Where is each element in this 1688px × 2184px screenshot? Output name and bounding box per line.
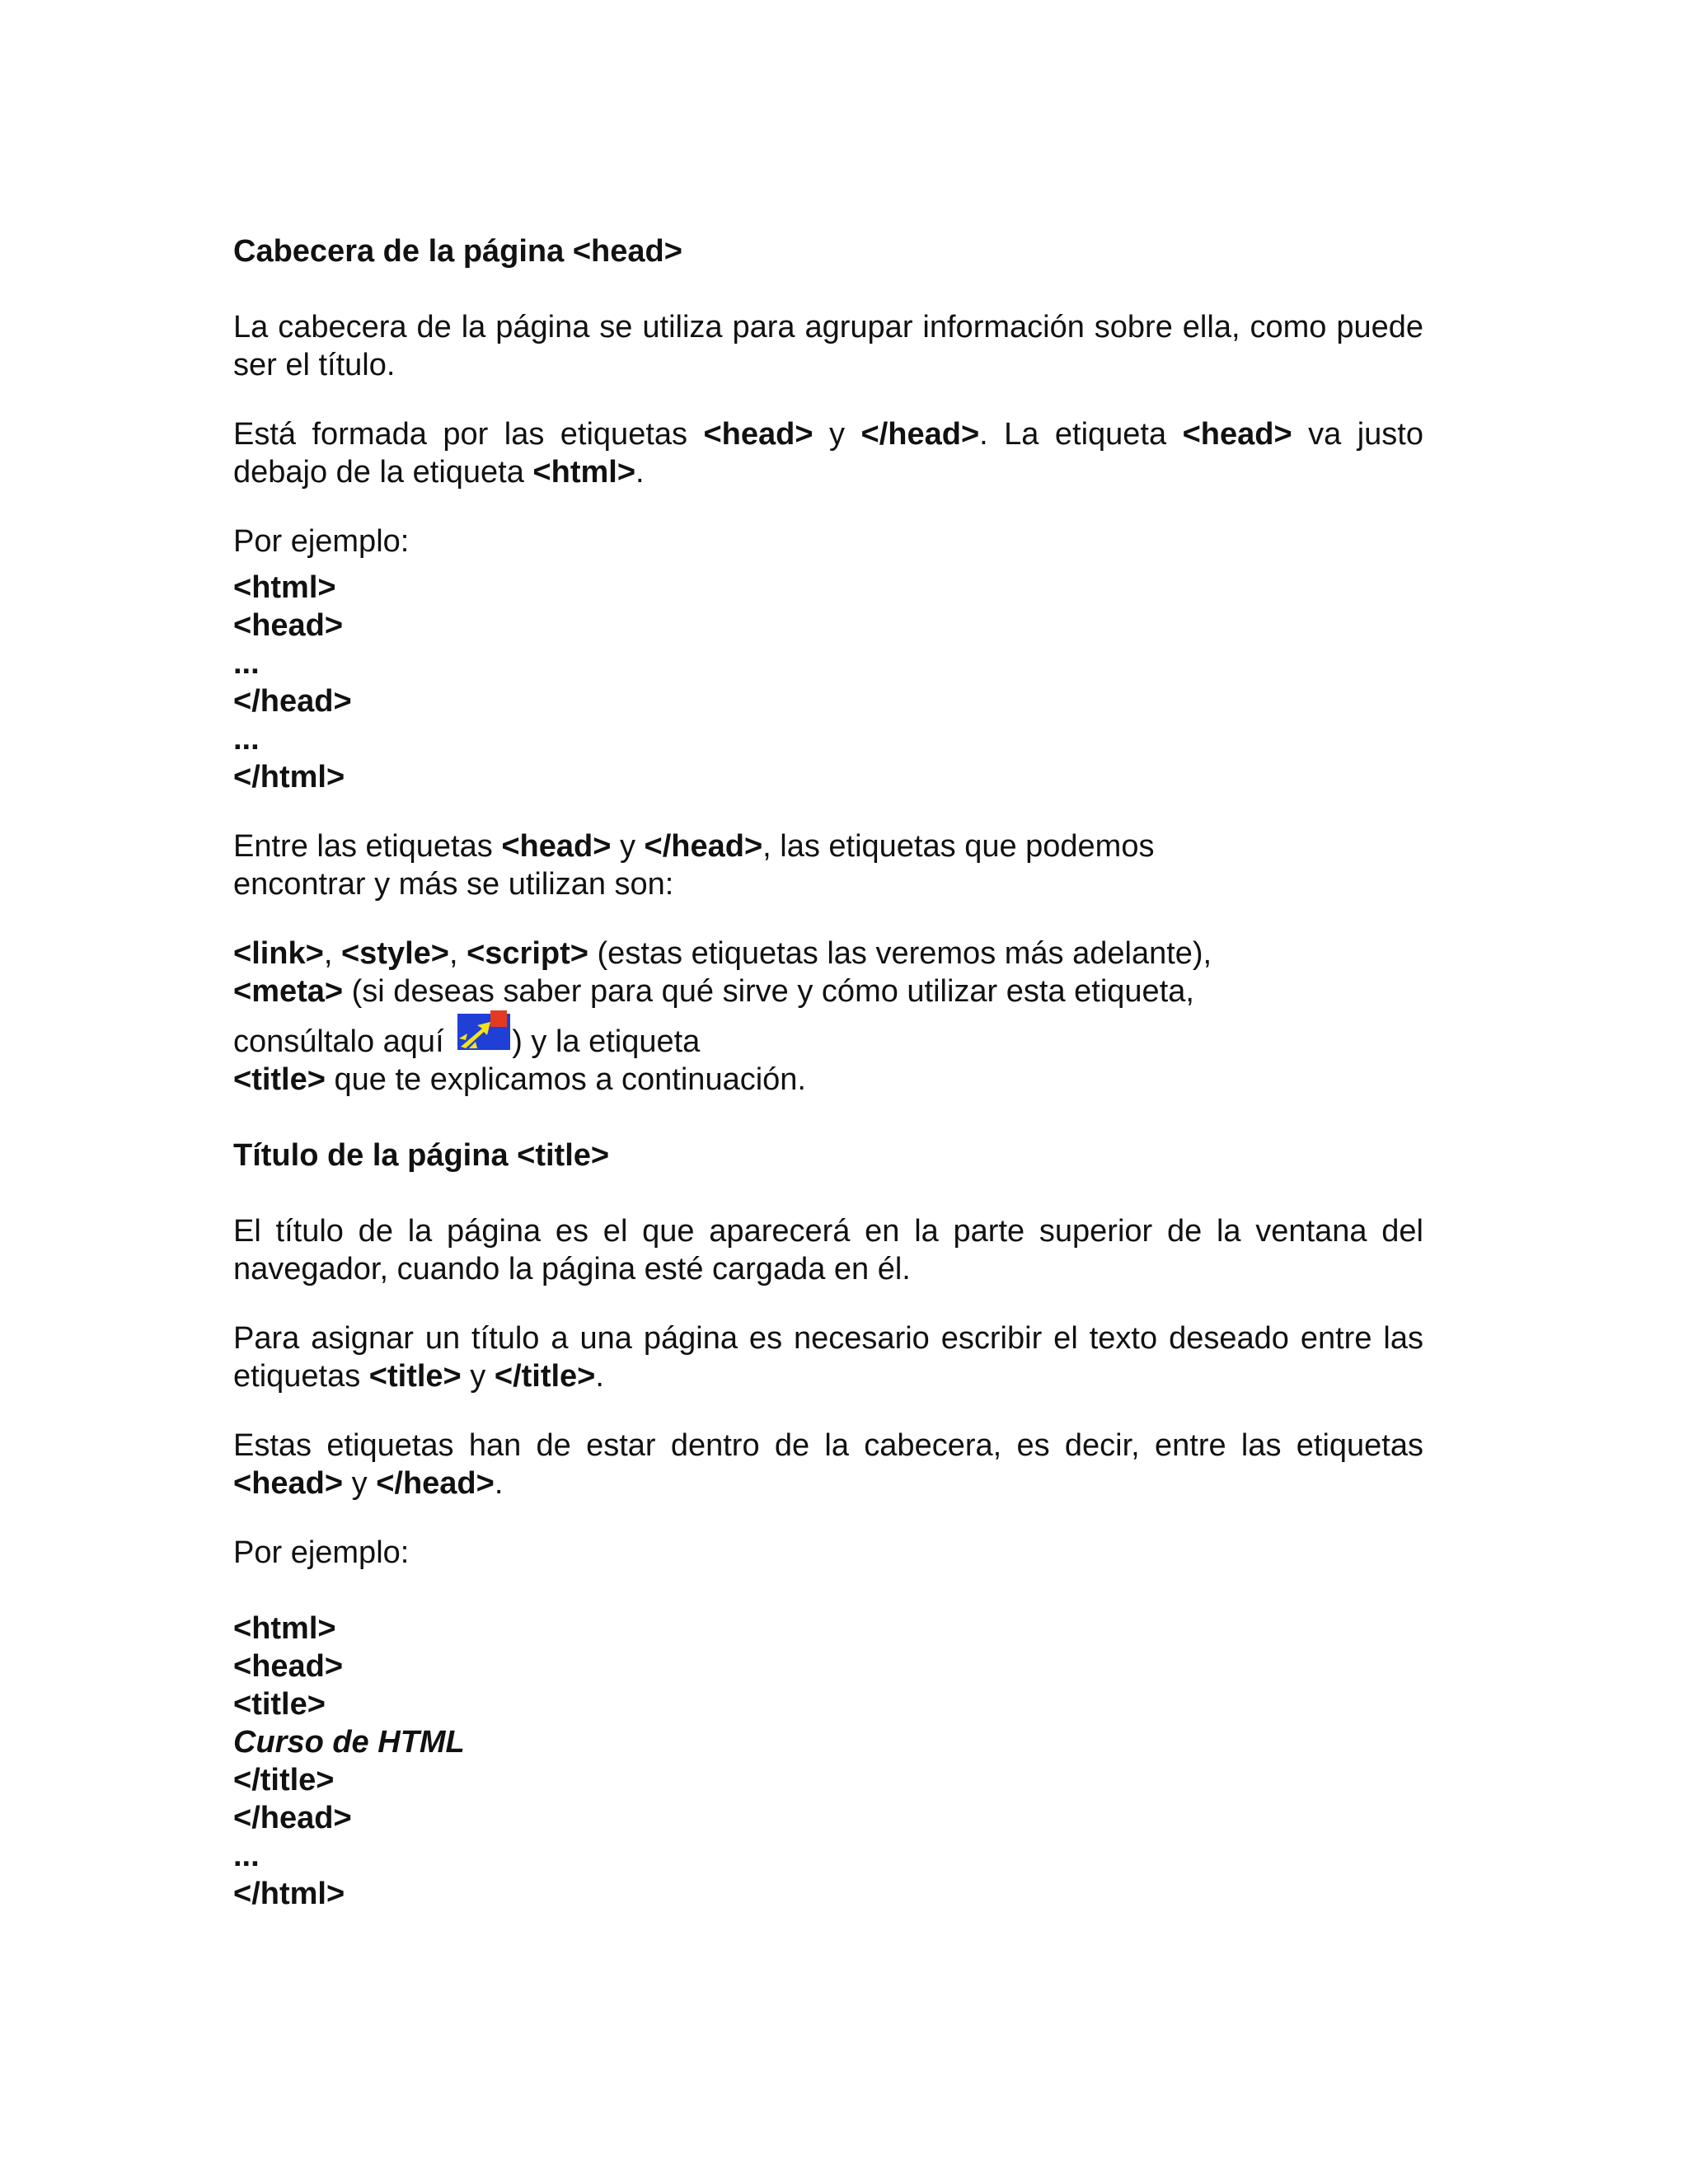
example-label: Por ejemplo: — [233, 524, 410, 559]
paragraph-title-assign — [233, 1319, 1423, 1395]
code-example-head — [233, 569, 1423, 796]
code-tag: <head> — [1182, 417, 1292, 452]
text-span: . — [494, 1466, 504, 1501]
code-line: </head> — [233, 1801, 352, 1835]
code-tag: <link> — [233, 936, 324, 971]
code-line: <head> — [233, 1649, 344, 1684]
text-span: , las etiquetas que podemos — [762, 829, 1155, 864]
code-line: </title> — [233, 1763, 335, 1797]
paragraph-head-contents — [233, 827, 1423, 903]
text-span: va justo debajo de la etiqueta — [233, 417, 1423, 490]
text-span: y — [461, 1359, 495, 1394]
paragraph-head-tag-list — [233, 935, 1423, 1099]
text-span: , — [448, 936, 467, 971]
text-span: . — [635, 455, 645, 490]
text-span: y — [813, 417, 861, 452]
code-line: ... — [233, 722, 260, 757]
code-tag: <title> — [233, 1062, 326, 1097]
paragraph-title-intro: El título de la página es el que aparecerá en la parte superior de la ventana del navegador, cuando la página esté cargada en él. — [233, 1214, 1423, 1286]
text-span: y — [343, 1466, 377, 1501]
text-span: . La etiqueta — [979, 417, 1183, 452]
text-span: Para asignar un título a una página es necesario escribir el texto deseado entre las etiquetas — [233, 1321, 1423, 1394]
code-tag: <html> — [532, 455, 636, 490]
code-line: <html> — [233, 1611, 336, 1646]
code-line: ... — [233, 646, 260, 681]
code-tag: <style> — [340, 936, 449, 971]
paragraph-head-tags — [233, 415, 1423, 491]
code-tag: </title> — [494, 1359, 596, 1394]
text-span: ) y la etiqueta — [512, 1024, 701, 1059]
code-tag: <title> — [368, 1359, 462, 1394]
paragraph-title-location — [233, 1427, 1423, 1502]
code-tag: <meta> — [233, 974, 344, 1009]
text-span: que te explicamos a continuación. — [325, 1062, 806, 1097]
text-span: consúltalo aquí — [233, 1024, 453, 1059]
code-line: </html> — [233, 760, 345, 794]
text-span: (estas etiquetas las veremos más adelante), — [588, 936, 1212, 971]
code-line: <head> — [233, 608, 344, 643]
text-span: encontrar y más se utilizan son: — [233, 867, 674, 902]
code-line: </head> — [233, 684, 352, 719]
code-tag: </head> — [644, 829, 763, 864]
code-example-title — [233, 1610, 1423, 1913]
code-tag: <head> — [233, 1466, 344, 1501]
paragraph-head-intro: La cabecera de la página se utiliza para agrupar información sobre ella, como puede ser el título. — [233, 310, 1423, 382]
code-line: <title> — [233, 1687, 326, 1722]
text-span: Está formada por las etiquetas — [233, 417, 704, 452]
text-span: y — [611, 829, 645, 864]
code-line: ... — [233, 1839, 260, 1873]
text-span: . — [595, 1359, 604, 1394]
code-tag: </head> — [860, 417, 980, 452]
text-span: Estas etiquetas han de estar dentro de la cabecera, es decir, entre las etiquetas — [233, 1428, 1423, 1463]
text-span: (si deseas saber para qué sirve y cómo utilizar esta etiqueta, — [343, 974, 1194, 1009]
example-label: Por ejemplo: — [233, 1535, 410, 1570]
text-span: , — [323, 936, 341, 971]
section-heading-head: Cabecera de la página <head> — [233, 234, 682, 269]
code-tag: <head> — [501, 829, 612, 864]
document-page — [233, 231, 1423, 1913]
section-heading-title: Título de la página <title> — [233, 1138, 610, 1173]
code-tag: <script> — [467, 936, 588, 971]
arrow-link-icon[interactable] — [457, 1010, 510, 1050]
code-tag: <head> — [703, 417, 814, 452]
code-tag: </head> — [376, 1466, 495, 1501]
code-line: </html> — [233, 1877, 345, 1911]
code-line: <html> — [233, 570, 336, 605]
code-line-title-text: Curso de HTML — [233, 1725, 465, 1760]
text-span: Entre las etiquetas — [233, 829, 502, 864]
